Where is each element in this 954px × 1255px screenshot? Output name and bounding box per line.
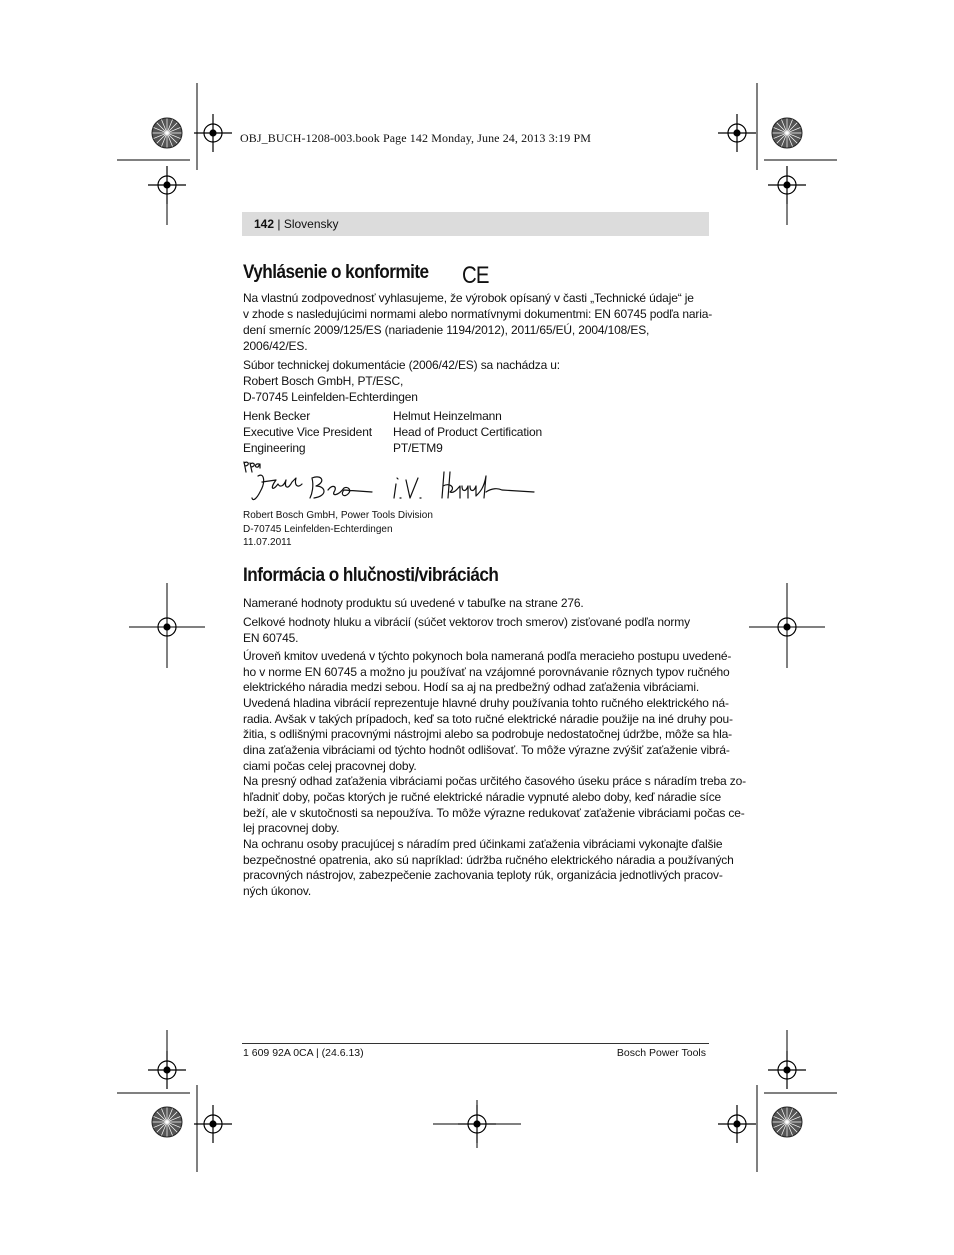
page-language: Slovensky [283,217,339,231]
noise-paragraph-2: Celkové hodnoty hluku a vibrácií (súčet vektorov troch smerov) zisťované podľa normy EN 60745. [243,615,690,645]
page-bar-separator: | [274,217,284,231]
page-header-bar [242,212,709,236]
handwritten-signatures [240,458,540,508]
declaration-heading: Vyhlásenie o konformite [243,261,429,283]
footer-brand: Bosch Power Tools [616,1047,706,1059]
print-header: OBJ_BUCH-1208-003.book Page 142 Monday, June 24, 2013 3:19 PM [240,131,591,145]
declaration-paragraph: Na vlastnú zodpovednosť vyhlasujeme, že výrobok opísaný v časti „Technické údaje“ je v zhode s nasledujúcimi normami alebo normatívnymi dokumentmi: EN 60745 podľa naria- dení smerníc 2009/125/ES (nariadenie 1194/2012), 2011/65/EÚ, 2004/108/ES, 2006/42/ES. [243,291,713,353]
noise-heading: Informácia o hlučnosti/vibráciách [243,564,499,586]
footer-rule [242,1043,709,1044]
signatory-left: Henk Becker Executive Vice President Engineering [243,409,372,455]
noise-paragraph-3: Úroveň kmitov uvedená v týchto pokynoch bola nameraná podľa meracieho postupu uvedené- ho v norme EN 60745 a možno ju používať na vzájomné porovnávanie rôznych typov ručného elektrického náradia medzi sebou. Hodí sa aj na predbežný odhad zaťaženia vibráciami. Uvedená hladina vibrácií reprezentuje hlavné druhy používania tohto ručného elektrického ná- radia. Avšak v takých prípadoch, keď sa toto ručné elektrické náradie použije na iné druhy pou- žitia, s odlišnými pracovnými nástrojmi alebo sa podrobuje nedostatočnej údržbe, môže sa hla- dina zaťaženia vibráciami od týchto hodnôt odlišovať. To môže výrazne zvýšiť zaťaženie vibrá- ciami počas celej pracovnej doby. Na presný odhad zaťaženia vibráciami počas určitého časového úseku práce s náradím treba zo- hľadniť doby, počas ktorých je ručné elektrické náradie vypnuté alebo doby, keď náradie síce beží, ale v skutočnosti sa nepoužíva. To môže výrazne redukovať zaťaženie vibráciami počas ce- lej pracovnej doby. Na ochranu osoby pracujúcej s náradím pred účinkami zaťaženia vibráciami vykonajte ďalšie bezpečnostné opatrenia, ako sú napríklad: údržba ručného elektrického náradia a používaných pracovných nástrojov, zabezpečenie zachovania teploty rúk, organizácia jednotlivých pracov- ných úkonov. [243,649,746,898]
company-block: Robert Bosch GmbH, Power Tools Division D-70745 Leinfelden-Echterdingen 11.07.2011 [243,510,433,548]
signatory-right: Helmut Heinzelmann Head of Product Certification PT/ETM9 [393,409,543,455]
page-number: 142 [254,217,275,231]
technical-file-address: Súbor technickej dokumentácie (2006/42/ES) sa nachádza u: Robert Bosch GmbH, PT/ESC, D-70745 Leinfelden-Echterdingen [243,358,560,404]
noise-paragraph-1: Namerané hodnoty produktu sú uvedené v tabuľke na strane 276. [243,596,584,610]
ce-mark: CE [462,262,489,289]
footer-document-code: 1 609 92A 0CA | (24.6.13) [243,1047,364,1059]
